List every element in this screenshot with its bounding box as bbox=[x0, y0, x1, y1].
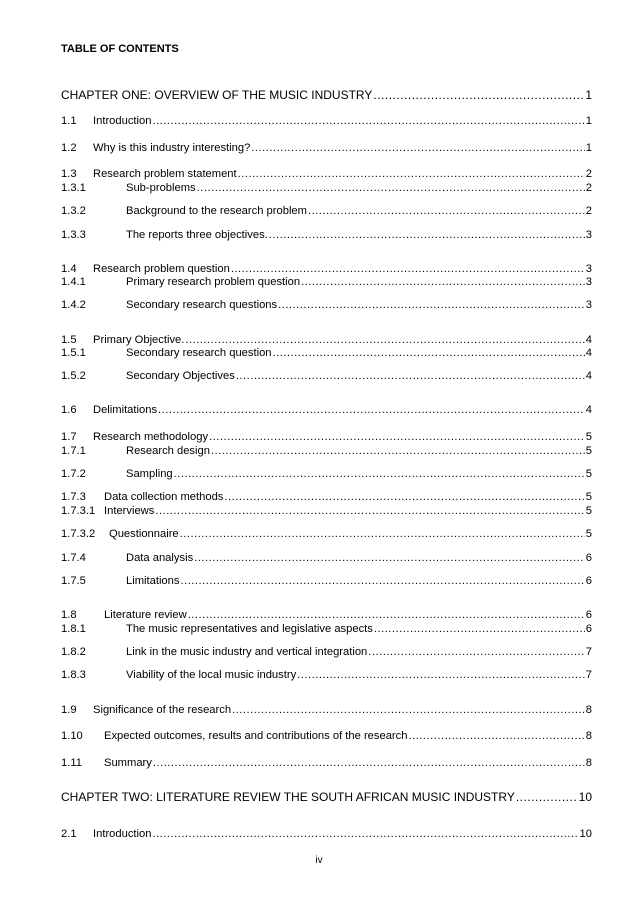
entry-title: CHAPTER ONE: OVERVIEW OF THE MUSIC INDUSTRY bbox=[61, 88, 373, 102]
toc-entry bbox=[61, 431, 592, 445]
entry-number: 1.8 bbox=[61, 609, 77, 621]
leader-dots bbox=[301, 276, 585, 288]
entry-number: 1.1 bbox=[61, 115, 77, 127]
toc-entry bbox=[61, 205, 592, 219]
leader-dots bbox=[273, 347, 585, 359]
entry-number: 1.3.3 bbox=[61, 229, 86, 241]
toc-entry bbox=[61, 575, 592, 589]
toc-heading: TABLE OF CONTENTS bbox=[61, 43, 179, 55]
entry-number: 1.7.5 bbox=[61, 575, 86, 587]
entry-page: 4 bbox=[585, 347, 592, 359]
toc-entry bbox=[61, 299, 592, 313]
entry-page: 5 bbox=[585, 505, 592, 517]
entry-page: 8 bbox=[585, 757, 592, 769]
entry-page: 3 bbox=[585, 299, 592, 311]
toc-entry bbox=[61, 445, 592, 459]
leader-dots bbox=[251, 142, 584, 154]
toc-entry bbox=[61, 229, 592, 243]
entry-page: 10 bbox=[578, 790, 592, 804]
entry-title: The music representatives and legislative aspects bbox=[126, 623, 373, 635]
leader-dots bbox=[308, 205, 585, 217]
entry-page: 5 bbox=[585, 528, 592, 540]
leader-dots bbox=[408, 730, 584, 742]
entry-page: 1 bbox=[585, 142, 592, 154]
entry-number: 1.10 bbox=[61, 730, 83, 742]
entry-page: 5 bbox=[585, 468, 592, 480]
entry-page: 6 bbox=[585, 609, 592, 621]
leader-dots bbox=[174, 468, 585, 480]
entry-title: Research design bbox=[126, 445, 210, 457]
leader-dots bbox=[368, 646, 584, 658]
toc-entry bbox=[61, 142, 592, 156]
entry-number: 2.1 bbox=[61, 828, 77, 840]
toc-entry bbox=[61, 168, 592, 182]
entry-number: 1.7.2 bbox=[61, 468, 86, 480]
entry-title: Limitations bbox=[126, 575, 180, 587]
entry-page: 3 bbox=[585, 263, 592, 275]
entry-title: Research methodology bbox=[93, 431, 209, 443]
entry-page: 5 bbox=[585, 431, 592, 443]
entry-title: Delimitations bbox=[93, 404, 158, 416]
entry-number: 1.5.1 bbox=[61, 347, 86, 359]
leader-dots bbox=[231, 263, 585, 275]
entry-page: 2 bbox=[585, 182, 592, 194]
entry-number: 1.4.2 bbox=[61, 299, 86, 311]
entry-title: Secondary Objectives bbox=[126, 370, 235, 382]
entry-page: 10 bbox=[579, 828, 592, 840]
entry-title: Background to the research problem bbox=[126, 205, 307, 217]
entry-number: 1.8.3 bbox=[61, 669, 86, 681]
toc-entry bbox=[61, 757, 592, 771]
leader-dots bbox=[373, 88, 584, 102]
leader-dots bbox=[153, 757, 585, 769]
toc-entry bbox=[61, 468, 592, 482]
entry-title: Data collection methods bbox=[104, 491, 224, 503]
entry-title: Literature review bbox=[104, 609, 187, 621]
toc-entry bbox=[61, 370, 592, 384]
leader-dots bbox=[180, 528, 585, 540]
entry-title: Primary Objective. bbox=[93, 334, 185, 346]
leader-dots bbox=[188, 609, 585, 621]
leader-dots bbox=[180, 575, 584, 587]
leader-dots bbox=[158, 404, 585, 416]
toc-entry bbox=[61, 790, 592, 804]
toc-entry bbox=[61, 505, 592, 519]
entry-title: CHAPTER TWO: LITERATURE REVIEW THE SOUTH AFRICAN MUSIC INDUSTRY bbox=[61, 790, 515, 804]
entry-page: 5 bbox=[585, 445, 592, 457]
entry-title: Introduction bbox=[93, 115, 152, 127]
entry-number: 1.7.4 bbox=[61, 552, 86, 564]
leader-dots bbox=[209, 431, 585, 443]
entry-page: 4 bbox=[585, 334, 592, 346]
toc-entry bbox=[61, 182, 592, 196]
entry-page: 6 bbox=[585, 575, 592, 587]
leader-dots bbox=[278, 299, 585, 311]
leader-dots bbox=[236, 370, 585, 382]
entry-page: 3 bbox=[585, 276, 592, 288]
entry-page: 1 bbox=[585, 115, 592, 127]
entry-title: Research problem question bbox=[93, 263, 230, 275]
entry-number: 1.3.2 bbox=[61, 205, 86, 217]
entry-page: 7 bbox=[585, 669, 592, 681]
entry-number: 1.8.2 bbox=[61, 646, 86, 658]
entry-number: 1.6 bbox=[61, 404, 77, 416]
entry-title: Sampling bbox=[126, 468, 173, 480]
entry-title: The reports three objectives. bbox=[126, 229, 268, 241]
entry-number: 1.11 bbox=[61, 757, 82, 769]
leader-dots bbox=[297, 669, 585, 681]
entry-page: 6 bbox=[585, 623, 592, 635]
entry-number: 1.7 bbox=[61, 431, 77, 443]
entry-title: Why is this industry interesting? bbox=[93, 142, 251, 154]
entry-title: Primary research problem question bbox=[126, 276, 301, 288]
toc-entry bbox=[61, 404, 592, 418]
entry-title: Significance of the research bbox=[93, 704, 232, 716]
toc-entry bbox=[61, 730, 592, 744]
entry-page: 1 bbox=[585, 88, 592, 102]
toc-entry bbox=[61, 646, 592, 660]
toc-entry bbox=[61, 828, 592, 842]
entry-page: 8 bbox=[585, 730, 592, 742]
toc-entry bbox=[61, 115, 592, 129]
entry-page: 3 bbox=[585, 229, 592, 241]
entry-number: 1.3.1 bbox=[61, 182, 86, 194]
leader-dots bbox=[185, 334, 584, 346]
leader-dots bbox=[238, 168, 585, 180]
entry-number: 1.8.1 bbox=[61, 623, 86, 635]
leader-dots bbox=[155, 505, 584, 517]
entry-page: 6 bbox=[585, 552, 592, 564]
entry-page: 2 bbox=[585, 205, 592, 217]
entry-title: Interviews bbox=[104, 505, 155, 517]
toc-entry bbox=[61, 334, 592, 348]
entry-title: Expected outcomes, results and contributions of the research bbox=[104, 730, 408, 742]
leader-dots bbox=[269, 229, 585, 241]
toc-entry bbox=[61, 552, 592, 566]
page-number: iv bbox=[315, 855, 323, 866]
entry-title: Link in the music industry and vertical integration bbox=[126, 646, 368, 658]
entry-page: 7 bbox=[585, 646, 592, 658]
entry-page: 8 bbox=[585, 704, 592, 716]
entry-title: Sub-problems bbox=[126, 182, 196, 194]
toc-entry bbox=[61, 88, 592, 102]
entry-number: 1.7.3 bbox=[61, 491, 86, 503]
entry-title: Secondary research question bbox=[126, 347, 272, 359]
toc-entry bbox=[61, 704, 592, 718]
entry-number: 1.2 bbox=[61, 142, 77, 154]
entry-number: 1.4.1 bbox=[61, 276, 86, 288]
leader-dots bbox=[374, 623, 585, 635]
entry-number: 1.4 bbox=[61, 263, 77, 275]
entry-number: 1.3 bbox=[61, 168, 77, 180]
entry-title: Summary bbox=[104, 757, 152, 769]
toc-entry bbox=[61, 623, 592, 637]
entry-title: Data analysis bbox=[126, 552, 194, 564]
entry-number: 1.7.1 bbox=[61, 445, 86, 457]
toc-entry bbox=[61, 347, 592, 361]
entry-number: 1.9 bbox=[61, 704, 77, 716]
entry-title: Introduction bbox=[93, 828, 152, 840]
toc-entry bbox=[61, 669, 592, 683]
leader-dots bbox=[152, 828, 578, 840]
toc-entry bbox=[61, 609, 592, 623]
toc-entry bbox=[61, 276, 592, 290]
leader-dots bbox=[152, 115, 584, 127]
entry-page: 4 bbox=[585, 370, 592, 382]
entry-number: 1.5 bbox=[61, 334, 77, 346]
entry-number: 1.5.2 bbox=[61, 370, 86, 382]
entry-title: Viability of the local music industry bbox=[126, 669, 297, 681]
leader-dots bbox=[211, 445, 585, 457]
entry-title: Questionnaire bbox=[109, 528, 179, 540]
toc-entry bbox=[61, 528, 592, 542]
entry-number: 1.7.3.2 bbox=[61, 528, 96, 540]
entry-title: Secondary research questions bbox=[126, 299, 278, 311]
entry-number: 1.7.3.1 bbox=[61, 505, 96, 517]
entry-page: 5 bbox=[585, 491, 592, 503]
leader-dots bbox=[194, 552, 585, 564]
leader-dots bbox=[232, 704, 585, 716]
entry-page: 2 bbox=[585, 168, 592, 180]
leader-dots bbox=[197, 182, 585, 194]
toc-entry bbox=[61, 263, 592, 277]
entry-title: Research problem statement bbox=[93, 168, 237, 180]
leader-dots bbox=[224, 491, 584, 503]
entry-page: 4 bbox=[585, 404, 592, 416]
leader-dots bbox=[516, 790, 578, 804]
toc-entry bbox=[61, 491, 592, 505]
